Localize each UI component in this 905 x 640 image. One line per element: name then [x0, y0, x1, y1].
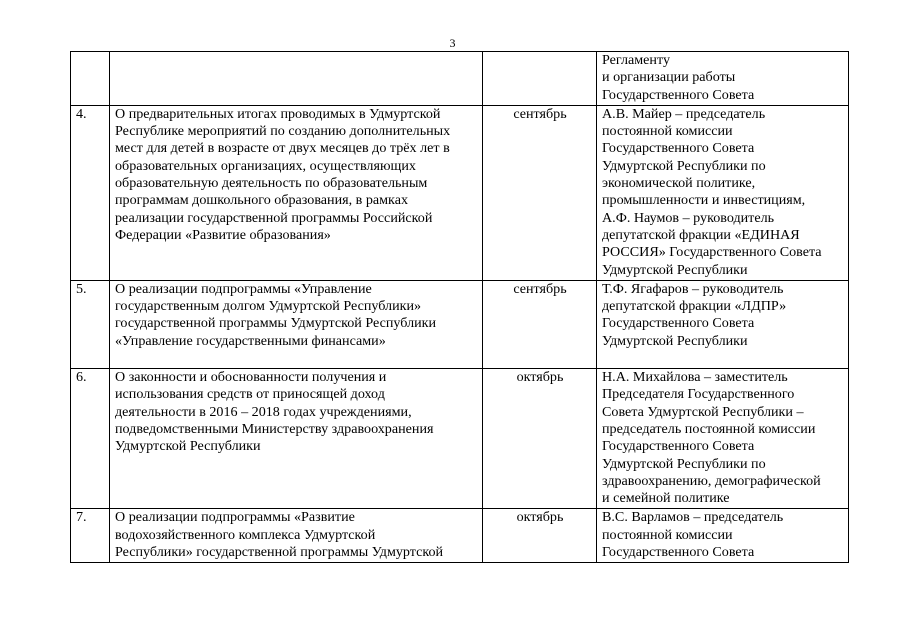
- responsible-line: и организации работы: [602, 69, 736, 86]
- responsible-line: А.В. Майер – председатель: [602, 105, 766, 122]
- work-plan-table: [70, 51, 849, 563]
- title-line: О предварительных итогах проводимых в Удмуртской: [115, 105, 441, 122]
- responsible-line: В.С. Варламов – председатель: [602, 509, 784, 526]
- item-date: сентябрь: [483, 105, 597, 280]
- responsible-line: депутатской фракции «ЕДИНАЯ: [602, 226, 800, 243]
- title-line: Республики» государственной программы Удмуртской: [115, 544, 444, 561]
- responsible-line: РОССИЯ» Государственного Совета: [602, 244, 822, 261]
- title-line: программам дошкольного образования, в рамках: [115, 192, 408, 209]
- responsible-line: здравоохранению, демографической: [602, 472, 821, 489]
- item-title: [110, 280, 483, 368]
- responsible-line: А.Ф. Наумов – руководитель: [602, 209, 775, 226]
- item-number: 7.: [71, 509, 110, 563]
- item-number: 6.: [71, 369, 110, 509]
- responsible-line: Государственного Совета: [602, 438, 755, 455]
- page-number: 3: [449, 36, 456, 50]
- title-line: реализации государственной программы Российской: [115, 209, 433, 226]
- responsible-line: Удмуртской Республики: [602, 261, 748, 278]
- item-number-cell: [71, 52, 110, 106]
- title-line: О реализации подпрограммы «Управление: [115, 280, 372, 297]
- item-responsible: [597, 280, 849, 368]
- responsible-line: и семейной политике: [602, 490, 730, 507]
- responsible-line: постоянной комиссии: [602, 526, 733, 543]
- item-title: [110, 105, 483, 280]
- responsible-line: Государственного Совета: [602, 315, 755, 332]
- title-line: Федерации «Развитие образования»: [115, 226, 331, 243]
- responsible-line: Т.Ф. Ягафаров – руководитель: [602, 280, 784, 297]
- item-responsible: [597, 369, 849, 509]
- title-line: водохозяйственного комплекса Удмуртской: [115, 526, 376, 543]
- responsible-line: постоянной комиссии: [602, 123, 733, 140]
- item-date: октябрь: [483, 509, 597, 563]
- responsible-line: Председателя Государственного: [602, 386, 795, 403]
- responsible-line: Н.А. Михайлова – заместитель: [602, 369, 788, 386]
- item-date: сентябрь: [483, 280, 597, 368]
- responsible-line: Удмуртской Республики по: [602, 455, 766, 472]
- row-spacer: [602, 350, 844, 367]
- title-line: Республике мероприятий по созданию дополнительных: [115, 123, 451, 140]
- item-date: октябрь: [483, 369, 597, 509]
- responsible-line: депутатской фракции «ЛДПР»: [602, 298, 787, 315]
- table-row: [71, 280, 849, 368]
- responsible-line: промышленности и инвестициям,: [602, 192, 806, 209]
- title-line: мест для детей в возрасте от двух месяцев до трёх лет в: [115, 140, 450, 157]
- responsible-line: Совета Удмуртской Республики –: [602, 403, 804, 420]
- responsible-line: Удмуртской Республики: [602, 332, 748, 349]
- item-responsible: [597, 509, 849, 563]
- item-responsible-cell: [597, 52, 849, 106]
- title-line: Удмуртской Республики: [115, 438, 261, 455]
- responsible-line: Государственного Совета: [602, 544, 755, 561]
- responsible-line: Государственного Совета: [602, 86, 755, 103]
- title-line: «Управление государственными финансами»: [115, 332, 386, 349]
- item-responsible: [597, 105, 849, 280]
- table-row: [71, 369, 849, 509]
- item-number: 4.: [71, 105, 110, 280]
- item-title: [110, 509, 483, 563]
- title-line: деятельности в 2016 – 2018 годах учреждениями,: [115, 403, 412, 420]
- work-plan-table-body: [71, 52, 849, 563]
- item-title: [110, 369, 483, 509]
- title-line: образовательных организациях, осуществляющих: [115, 157, 416, 174]
- responsible-line: Государственного Совета: [602, 140, 755, 157]
- title-line: подведомственными Министерству здравоохранения: [115, 420, 434, 437]
- table-row: [71, 509, 849, 563]
- item-number: 5.: [71, 280, 110, 368]
- responsible-line: Регламенту: [602, 52, 670, 68]
- title-line: О законности и обоснованности получения и: [115, 369, 387, 386]
- title-line: О реализации подпрограммы «Развитие: [115, 509, 355, 526]
- table-row-continuation: [71, 52, 849, 106]
- title-line: государственным долгом Удмуртской Республики»: [115, 298, 422, 315]
- table-row: [71, 105, 849, 280]
- responsible-line: председатель постоянной комиссии: [602, 420, 816, 437]
- title-line: использования средств от приносящей доход: [115, 386, 385, 403]
- item-date-cell: [483, 52, 597, 106]
- item-title-cell: [110, 52, 483, 106]
- title-line: образовательную деятельность по образовательным: [115, 175, 428, 192]
- responsible-line: экономической политике,: [602, 175, 756, 192]
- title-line: государственной программы Удмуртской Республики: [115, 315, 437, 332]
- responsible-line: Удмуртской Республики по: [602, 157, 766, 174]
